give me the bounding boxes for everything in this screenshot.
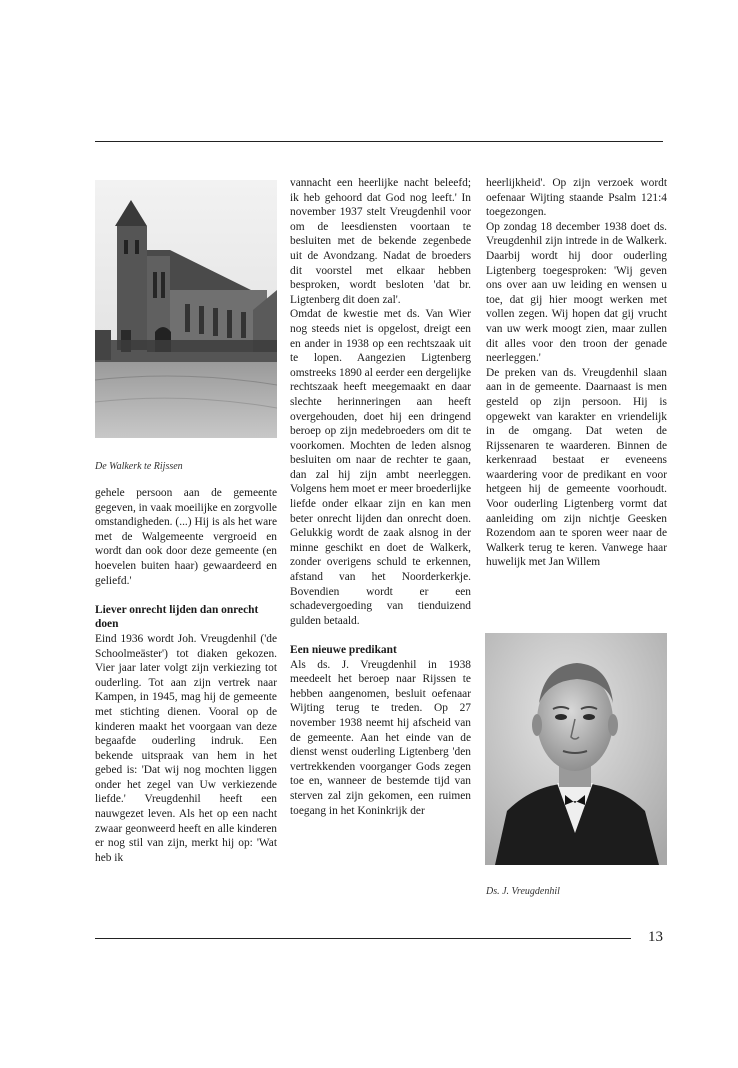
- column-2-paragraph-1: vannacht een heerlijke nacht beleefd; ik heb gehoord dat God nog leeft.' In november 1937 stelt Vreugdenhil voor om de leesdiensten voortaan te besluiten met de bekende zegenbede uit de Avondzang. Nadat de broeders dit voorstel met elkaar hebben besproken, wordt besloten 'dat br. Ligtenberg dit doen zal'.: [290, 177, 471, 306]
- section-heading-1: Liever onrecht lijden dan onrecht doen: [95, 603, 259, 631]
- column-2-paragraph-3: Als ds. J. Vreugdenhil in 1938 meedeelt het beroep naar Rijssen te hebben aangenomen, besluit oefenaar Wijting terug te treden. Op 27 november 1938 neemt hij afscheid van de gemeente. Aan het einde van de dienst wenst ouderling Ligtenberg 'den vertrekkenden voorganger Gods zegen toe en, wanneer de bestemde tijd van sterven zal zijn gekomen, een ruimen toegang in het Koninkrijk der: [290, 658, 471, 817]
- column-3-paragraph-3: De preken van ds. Vreugdenhil slaan aan in de gemeente. Daarnaast is men gesteld op zijn persoon. Hij is opgewekt van karakter en vriendelijk in de omgang. Dat weten de Rijssenaren te waarderen. Binnen de kerkenraad bestaat er eveneens waardering voor de predikant en voor hetgeen hij de gemeente voorhoudt. Voor ouderling Ligtenberg vormt dat aanleiding om zijn nichtje Geesken Rozendom aan te sporen weer naar de Walkerk terug te keren. Vanwege haar huwelijk met Jan Willem: [486, 366, 667, 569]
- section-heading-2: Een nieuwe predikant: [290, 644, 397, 656]
- church-caption: De Walkerk te Rijssen: [95, 461, 183, 472]
- column-3-paragraph-2: Op zondag 18 december 1938 doet ds. Vreugdenhil zijn intrede in de Walkerk. Daarbij wordt hij door ouderling Ligtenberg toegesproken: 'Wij geven ons over aan uw leiding en wensen u toe, dat gij hier moogt werken met vollen zegen. Wij hopen dat gij vrucht van uw werk moogt zien, maar zullen dit alles voor den troon der genade neerleggen.': [486, 220, 667, 365]
- column-1-paragraph-2: Eind 1936 wordt Joh. Vreugdenhil ('de Schoolmeäster') tot diaken gekozen. Vier jaar later volgt zijn verkiezing tot ouderling. Tot aan zijn vertrek naar Kampen, in 1945, mag hij de gemeente met stichting dienen. Vooral op de kinderen maakt het voorgaan van deze begaafde ouderling indruk. Een bekende uitspraak van hem in het gebed is: 'Dat wij nog mochten liggen onder het zegel van Uw verkiezende liefde.' Vreugdenhil heeft een nauwgezet leven. Als het op een nacht zwaar geonweerd heeft en alle kinderen er nog stil van zijn, merkt hij op: 'Wat heb ik: [95, 632, 277, 864]
- portrait-caption: Ds. J. Vreugdenhil: [486, 886, 560, 897]
- church-image: [95, 180, 277, 438]
- top-rule: [95, 141, 663, 142]
- column-1-paragraph-1: gehele persoon aan de gemeente gegeven, in vaak moeilijke en zorgvolle omstandigheden. (...) Hij is als het ware met de Walgemeente vergroeid en wordt dan ook door deze gemeente (en hoevelen buiten haar) gewaardeerd en geliefd.': [95, 487, 277, 587]
- column-3: [486, 176, 667, 570]
- portrait-photo: [485, 633, 667, 865]
- church-photo: [95, 180, 277, 438]
- page-number: 13: [648, 929, 663, 945]
- column-1: [95, 486, 277, 865]
- column-3-paragraph-1: heerlijkheid'. Op zijn verzoek wordt oefenaar Wijting staande Psalm 121:4 toegezongen.: [486, 177, 667, 219]
- column-2-paragraph-2: Omdat de kwestie met ds. Van Wier nog steeds niet is opgelost, dreigt een en ander in 1938 op een rechtszaak uit te lopen. Aangezien Ligtenberg omstreeks 1890 al eerder een dergelijke rechtszaak heeft meegemaakt en daar slechte herinneringen aan heeft overgehouden, doet hij een dringend beroep op zijn medebroeders om dit te voorkomen. Mochten de leden alsnog besluiten om naar de rechter te gaan, dan zal hij zijn ambt neerleggen. Volgens hem moet er meer broederlijke liefde onder elkaar zijn en kan men beter onrecht lijden dan onrecht doen. Gelukkig wordt de zaak alsnog in der minne geschikt en doet de Walkerk, zonder overigens schuld te erkennen, afstand van het Noorderkerkje. Bovendien wordt er een schadevergoeding van tienduizend gulden betaald.: [290, 308, 472, 627]
- bottom-rule: [95, 938, 631, 939]
- column-2: [290, 176, 471, 818]
- portrait-image: [485, 633, 667, 865]
